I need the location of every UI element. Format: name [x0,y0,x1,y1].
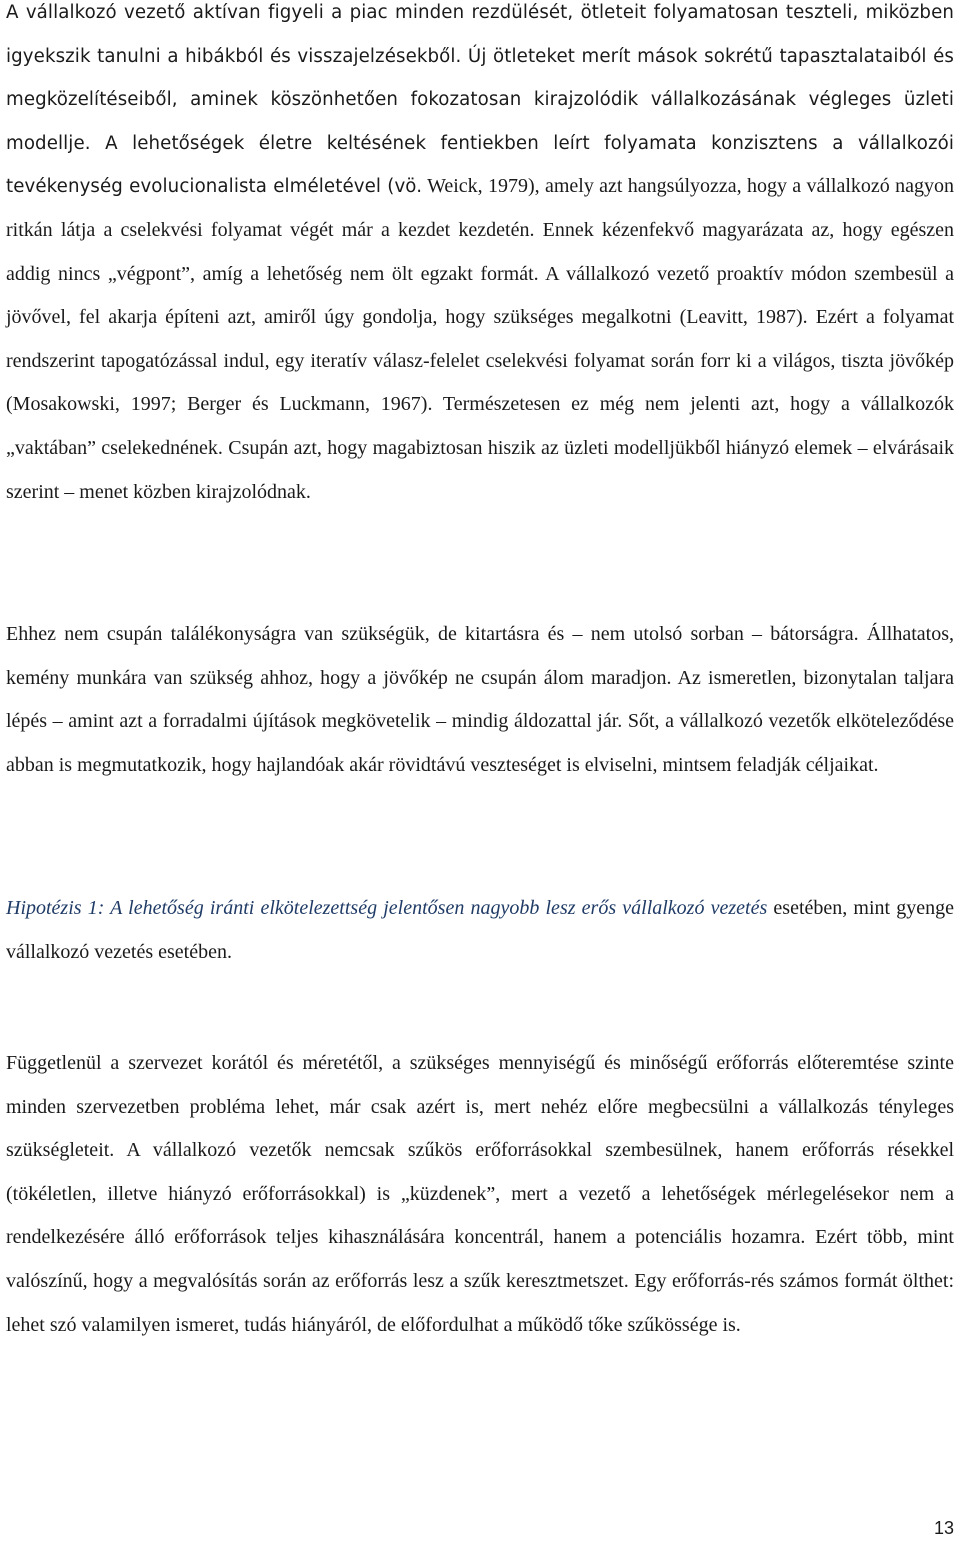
paragraph-1 [6,0,954,514]
paragraph-3: Függetlenül a szervezet korától és méretétől, a szükséges mennyiségű és minőségű erőforrás előteremtése szinte minden szervezetben probléma lehet, már csak azért is, mert nehéz előre megbecsülni a vállalkozás tényleges szükségleteit. A vállalkozó vezetők nemcsak szűkös erőforrásokkal szembesülnek, hanem erőforrás résekkel (tökéletlen, illetve hiányzó erőforrásokkal) is „küzdenek”, mert a vezető a lehetőségek mérlegelésekor nem a rendelkezésére álló erőforrások teljes kihasználására koncentrál, hanem a potenciális hozamra. Ezért több, mint valószínű, hogy a megvalósítás során az erőforrás lesz a szűk keresztmetszet. Egy erőforrás-rés számos formát ölthet: lehet szó valamilyen ismeret, tudás hiányáról, de előfordulhat a működő tőke szűkössége is. [6,1052,954,1336]
paragraph-1-part-2: Weick, 1979), amely azt hangsúlyozza, hogy a vállalkozó nagyon ritkán látja a cselekvési folyamat végét már a kezdet kezdetén. Ennek kézenfekvő magyarázata az, hogy egészen addig nincs „végpont”, amíg a lehetőség nem ölt egzakt formát. A vállalkozó vezető proaktív módon szembesül a jövővel, fel akarja építeni azt, amiről úgy gondolja, hogy szükséges megalkotni (Leavitt, 1987). Ezért a folyamat rendszerint tapogatózással indul, egy iteratív válasz-felelet cselekvési folyamat során forr ki a világos, tiszta jövőkép (Mosakowski, 1997; Berger és Luckmann, 1967). Természetesen ez még nem jelenti azt, hogy a vállalkozók „vaktában” cselekednének. Csupán azt, hogy magabiztosan hiszik az üzleti modelljükből hiányzó elemek – elvárásaik szerint – menet közben kirajzolódnak. [6,175,954,503]
hypothesis-rest: esetében, mint gyenge vállalkozó vezetés esetében. [6,897,955,963]
paragraph-2: Ehhez nem csupán találékonyságra van szükségük, de kitartásra és – nem utolsó sorban – bátorságra. Állhatatos, kemény munkára van szükség ahhoz, hogy a jövőkép ne csupán álom maradjon. Az ismeretlen, bizonytalan taljara lépés – amint azt a forradalmi újítások megkövetelik – mindig áldozattal jár. Sőt, a vállalkozó vezetők elköteleződése abban is megmutatkozik, hogy hajlandóak akár rövidtávú veszteséget is elviselni, mintsem feladják céljaikat. [6,623,954,776]
hypothesis-1 [6,887,954,974]
hypothesis-label: Hipotézis 1: A lehetőség iránti elkötelezettség jelentősen nagyobb lesz erős vállalkozó vezetés [6,897,768,919]
paragraph-1-part-1: A vállalkozó vezető aktívan figyeli a piac minden rezdülését, ötleteit folyamatosan teszteli, miközben igyekszik tanulni a hibákból és visszajelzésekből. Új ötleteket merít mások sokrétű tapasztalataiból és megközelítéseiből, aminek köszönhetően fokozatosan kirajzolódik vállalkozásának végleges üzleti modellje. A lehetőségek életre keltésének fentiekben leírt folyamata konzisztens a vállalkozói tevékenység evolucionalista elméletével (vö. [6,2,954,198]
page-number: 13 [933,1518,954,1538]
